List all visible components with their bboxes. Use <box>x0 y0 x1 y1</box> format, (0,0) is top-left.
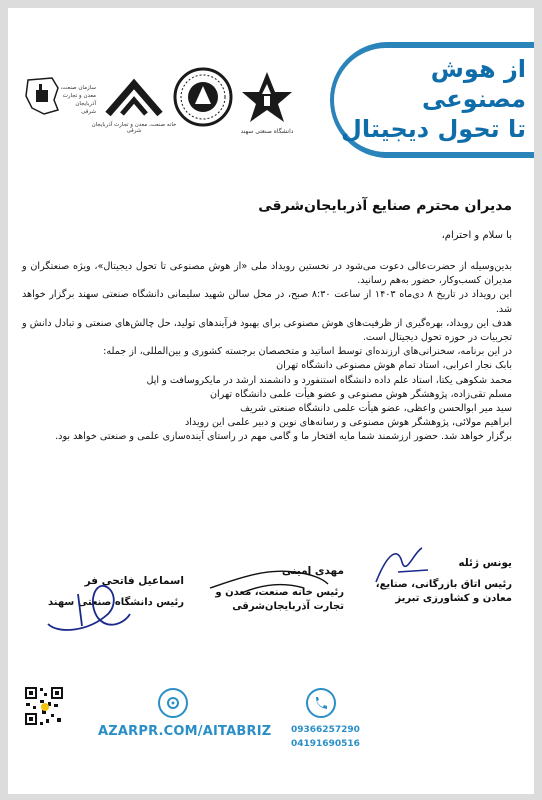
paragraph-date: این رویداد در تاریخ ۸ دی‌ماه ۱۴۰۳ از ساعت ۸:۳۰ صبح، در محل سالن شهید سلیمانی دانشگاه صنعتی سهند برگزار خواهد شد. <box>22 289 512 315</box>
paragraph-closing: برگزار خواهد شد. حضور ارزشمند شما مایه افتخار ما و گامی مهم در راستای آینده‌سازی علمی و صنعتی خواهد بود. <box>55 431 512 443</box>
house-of-industry-label: خانه صنعت، معدن و تجارت آذربایجان شرقی <box>91 122 177 134</box>
signatory-name: یونس ژئله <box>458 557 512 569</box>
speaker-item: سید میر ابوالحسن واعظی، عضو هیأت علمی دانشگاه صنعتی شریف <box>240 403 512 415</box>
signatory-role: رئیس خانه صنعت، معدن و تجارت آذربایجان‌شرقی <box>215 587 344 612</box>
letter-body <box>22 260 512 445</box>
speaker-item: مسلم تقی‌زاده، پژوهشگر هوش مصنوعی و عضو هیأت علمی دانشگاه تهران <box>209 388 512 400</box>
signature-university-head <box>38 574 138 638</box>
footer <box>8 678 534 794</box>
ministry-logo <box>22 74 96 116</box>
signatory-name: اسماعیل فاتحی فر <box>84 575 184 587</box>
phone-number-2[interactable]: 04191690516 <box>291 739 360 749</box>
paragraph-goal: هدف این رویداد، بهره‌گیری از ظرفیت‌های هوش مصنوعی برای بهبود فرآیندهای تولید، حل چالش‌های صنعتی و تبادل دانش و تجربیات در حوزه تحول دیجیتال است. <box>22 317 512 344</box>
phone-number-1[interactable]: 09366257290 <box>291 725 360 735</box>
speaker-item: بابک نجار اعرابی، استاد تمام هوش مصنوعی دانشگاه تهران <box>276 360 512 372</box>
website-icon <box>158 688 188 718</box>
title-line-2: تا تحول دیجیتال <box>341 115 526 143</box>
sahand-university-logo <box>238 68 302 135</box>
event-title <box>326 54 526 144</box>
letter-salutation: با سلام و احترام، <box>441 230 512 241</box>
speaker-item: محمد شکوهی یکتا، استاد علم داده دانشگاه استنفورد و دانشمند ارشد در مایکروسافت و اپل <box>146 374 512 386</box>
logos-row <box>18 68 318 138</box>
letter-greeting: مدیران محترم صنایع آذربایجان‌شرقی <box>258 198 512 214</box>
signatory-role: رئیس اتاق بازرگانی، صنایع، معادن و کشاورزی تبریز <box>375 579 512 604</box>
signatory-role: رئیس دانشگاه صنعتی سهند <box>47 597 184 608</box>
sahand-university-label: دانشگاه صنعتی سهند <box>240 128 294 135</box>
phone-icon <box>306 688 336 718</box>
title-line-1: از هوش مصنوعی <box>421 55 526 113</box>
paragraph-invitation: بدین‌وسیله از حضرت‌عالی دعوت می‌شود در نخستین رویداد ملی «از هوش مصنوعی تا تحول دیجیتال»، ویژه صنعتگران و مدیران کسب‌وکار، حضور به‌هم رسانید. <box>22 261 512 287</box>
speaker-item: ابراهیم مولائی، پژوهشگر هوش مصنوعی و رسانه‌های نوین و دبیر علمی این رویداد <box>184 417 512 429</box>
signature-chamber-head <box>368 542 438 592</box>
house-of-industry-logo <box>91 78 184 134</box>
paragraph-program: در این برنامه، سخنرانی‌های ارزنده‌ای توسط اساتید و متخصصان برجسته کشوری و بین‌المللی، از جمله: <box>103 346 512 358</box>
signatory-name: مهدی امینی <box>281 565 344 577</box>
qr-code[interactable] <box>24 686 64 726</box>
ministry-label: سازمان صنعت، معدن و تجارت آذربایجان شرقی <box>60 85 96 115</box>
website-link[interactable]: AZARPR.COM/AITABRIZ <box>98 724 272 739</box>
document-page <box>8 8 534 794</box>
signature-house-head <box>204 558 334 602</box>
